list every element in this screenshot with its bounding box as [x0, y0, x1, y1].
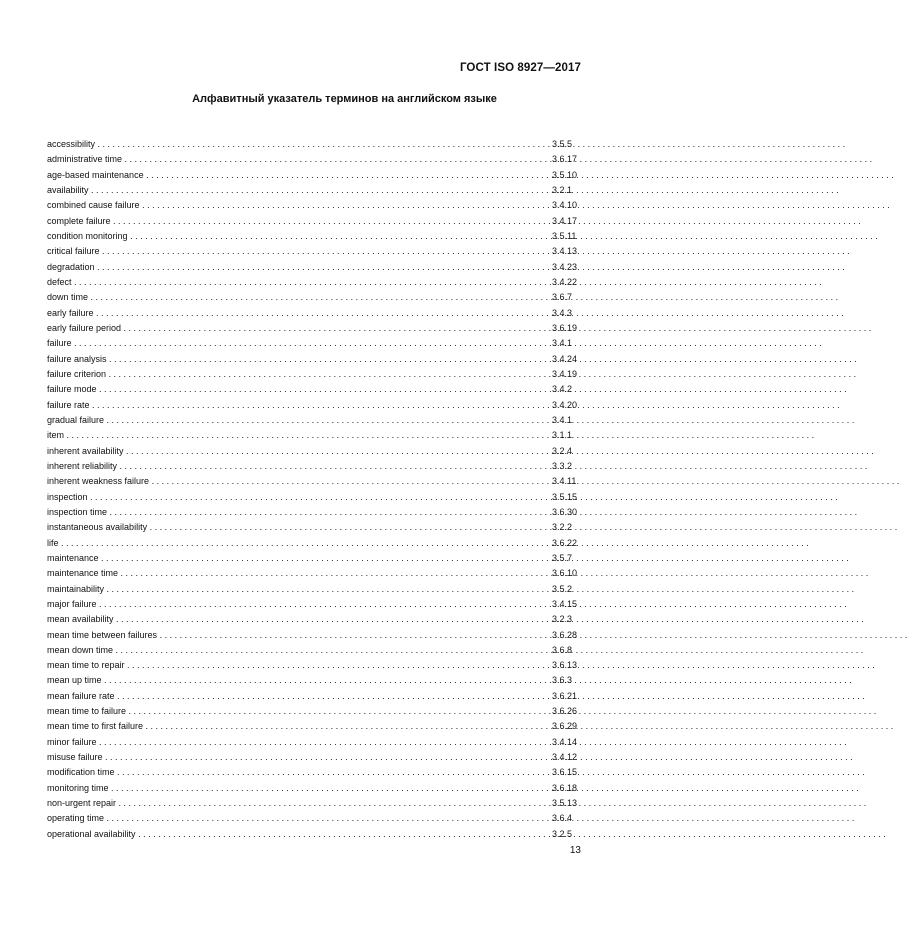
- index-reference: 3.6.4: [552, 813, 573, 824]
- index-entry: [47, 689, 578, 704]
- index-term: down time . . .: [47, 290, 534, 305]
- index-entry: [47, 428, 573, 443]
- index-entry: [47, 536, 578, 551]
- index-reference: 3.4.12: [552, 752, 578, 763]
- index-term: maintenance . . .: [47, 551, 534, 566]
- index-entry: [47, 597, 578, 612]
- index-reference: 3.4.15: [552, 598, 578, 609]
- index-term: non-urgent repair . . .: [47, 796, 534, 811]
- term-index-list: [47, 137, 578, 842]
- index-term: combined cause failure . . .: [47, 198, 534, 213]
- index-term: instantaneous availability . . .: [47, 520, 534, 535]
- index-reference: 3.4.19: [552, 368, 578, 379]
- index-reference: 3.4.10: [552, 200, 578, 211]
- index-entry: [47, 719, 578, 734]
- index-reference: 3.2.3: [552, 614, 573, 625]
- index-entry: [47, 551, 573, 566]
- index-term: inherent availability . . .: [47, 444, 534, 459]
- index-entry: [47, 505, 578, 520]
- index-term: life . . .: [47, 536, 534, 551]
- index-term: mean up time . . .: [47, 673, 534, 688]
- index-entry: [47, 628, 578, 643]
- index-term: critical failure . . .: [47, 244, 534, 259]
- index-entry: [47, 658, 578, 673]
- index-entry: [47, 168, 578, 183]
- page-title: Алфавитный указатель терминов на английском языке: [192, 93, 497, 105]
- index-term: age-based maintenance . . .: [47, 168, 534, 183]
- index-reference: 3.5.10: [552, 169, 578, 180]
- index-term: mean down time . . .: [47, 643, 534, 658]
- index-entry: [47, 229, 577, 244]
- index-term: degradation . . .: [47, 260, 534, 275]
- index-entry: [47, 444, 573, 459]
- index-term: maintainability . . .: [47, 582, 534, 597]
- index-reference: 3.4.1: [552, 338, 573, 349]
- index-term: gradual failure . . .: [47, 413, 534, 428]
- index-reference: 3.2.5: [552, 828, 573, 839]
- index-entry: [47, 704, 578, 719]
- index-reference: 3.6.28: [552, 629, 578, 640]
- index-entry: [47, 290, 573, 305]
- index-reference: 3.4.22: [552, 276, 578, 287]
- index-entry: [47, 811, 573, 826]
- index-entry: [47, 643, 573, 658]
- index-reference: 3.5.2: [552, 583, 573, 594]
- index-reference: 3.6.15: [552, 767, 578, 778]
- index-term: mean time to failure . . .: [47, 704, 534, 719]
- index-term: failure criterion . . .: [47, 367, 534, 382]
- index-entry: [47, 336, 573, 351]
- index-reference: 3.1.1: [552, 430, 573, 441]
- index-reference: 3.4.13: [552, 246, 578, 257]
- index-entry: [47, 382, 573, 397]
- index-term: operating time . . .: [47, 811, 534, 826]
- index-term: accessibility . . .: [47, 137, 534, 152]
- index-reference: 3.4.23: [552, 261, 578, 272]
- index-term: minor failure . . .: [47, 735, 534, 750]
- index-reference: 3.4.20: [552, 399, 578, 410]
- index-reference: 3.6.3: [552, 675, 573, 686]
- index-reference: 3.6.30: [552, 506, 578, 517]
- index-term: inspection time . . .: [47, 505, 534, 520]
- index-term: availability . . .: [47, 183, 534, 198]
- index-entry: [47, 275, 578, 290]
- document-code: ГОСТ ISO 8927—2017: [459, 62, 581, 74]
- index-term: failure . . .: [47, 336, 534, 351]
- index-term: mean failure rate . . .: [47, 689, 534, 704]
- index-term: major failure . . .: [47, 597, 534, 612]
- index-term: misuse failure . . .: [47, 750, 534, 765]
- index-reference: 3.4.24: [552, 353, 578, 364]
- index-reference: 3.6.22: [552, 537, 578, 548]
- index-term: operational availability . . .: [47, 827, 534, 842]
- index-entry: [47, 673, 573, 688]
- index-entry: [47, 152, 578, 167]
- index-reference: 3.6.19: [552, 322, 578, 333]
- index-reference: 3.5.7: [552, 552, 573, 563]
- index-reference: 3.4.1: [552, 414, 573, 425]
- index-term: mean time to first failure . . .: [47, 719, 534, 734]
- index-term: monitoring time . . .: [47, 781, 534, 796]
- index-reference: 3.5.15: [552, 491, 578, 502]
- index-reference: 3.6.10: [552, 568, 578, 579]
- index-entry: [47, 612, 573, 627]
- index-reference: 3.6.18: [552, 782, 578, 793]
- index-term: inherent weakness failure . . .: [47, 474, 534, 489]
- index-term: condition monitoring . . .: [47, 229, 534, 244]
- index-entry: [47, 827, 573, 842]
- index-term: complete failure . . .: [47, 214, 534, 229]
- index-term: inspection . . .: [47, 490, 534, 505]
- index-reference: 3.2.1: [552, 184, 573, 195]
- index-entry: [47, 459, 573, 474]
- index-reference: 3.6.26: [552, 706, 578, 717]
- page-number: 13: [569, 845, 581, 856]
- index-entry: [47, 490, 578, 505]
- index-reference: 3.4.11: [552, 476, 577, 487]
- index-reference: 3.6.21: [552, 690, 578, 701]
- index-term: failure mode . . .: [47, 382, 534, 397]
- index-term: early failure period . . .: [47, 321, 534, 336]
- index-term: mean time to repair . . .: [47, 658, 534, 673]
- index-term: early failure . . .: [47, 306, 534, 321]
- index-entry: [47, 321, 578, 336]
- index-term: administrative time . . .: [47, 152, 534, 167]
- index-entry: [47, 765, 578, 780]
- index-reference: 3.4.2: [552, 384, 573, 395]
- index-term: item . . .: [47, 428, 534, 443]
- index-reference: 3.5.11: [552, 230, 577, 241]
- index-reference: 3.6.7: [552, 292, 573, 303]
- index-reference: 3.4.17: [552, 215, 578, 226]
- index-reference: 3.6.17: [552, 154, 578, 165]
- index-reference: 3.2.2: [552, 522, 573, 533]
- index-term: maintenance time . . .: [47, 566, 534, 581]
- index-entry: [47, 520, 573, 535]
- index-reference: 3.4.3: [552, 307, 573, 318]
- index-entry: [47, 214, 578, 229]
- index-term: mean availability . . .: [47, 612, 534, 627]
- index-entry: [47, 398, 578, 413]
- index-entry: [47, 781, 578, 796]
- index-reference: 3.5.5: [552, 139, 573, 149]
- index-reference: 3.5.13: [552, 798, 578, 809]
- index-term: inherent reliability . . .: [47, 459, 534, 474]
- index-reference: 3.6.13: [552, 660, 578, 671]
- index-term: failure analysis . . .: [47, 352, 534, 367]
- index-entry: [47, 566, 578, 581]
- index-entry: [47, 474, 577, 489]
- index-term: modification time . . .: [47, 765, 534, 780]
- index-entry: [47, 260, 578, 275]
- index-reference: 3.6.8: [552, 644, 573, 655]
- index-entry: [47, 796, 578, 811]
- index-entry: [47, 198, 578, 213]
- index-entry: [47, 750, 578, 765]
- index-entry: [47, 183, 573, 198]
- index-term: defect . . .: [47, 275, 534, 290]
- index-term: failure rate . . .: [47, 398, 534, 413]
- index-entry: [47, 352, 578, 367]
- index-reference: 3.6.29: [552, 721, 578, 732]
- index-entry: [47, 137, 573, 152]
- index-entry: [47, 735, 578, 750]
- index-reference: 3.2.4: [552, 445, 573, 456]
- index-entry: [47, 306, 573, 321]
- index-term: mean time between failures . . .: [47, 628, 534, 643]
- index-entry: [47, 582, 573, 597]
- index-reference: 3.3.2: [552, 460, 573, 471]
- index-entry: [47, 413, 573, 428]
- index-reference: 3.4.14: [552, 736, 578, 747]
- index-entry: [47, 367, 578, 382]
- index-entry: [47, 244, 578, 259]
